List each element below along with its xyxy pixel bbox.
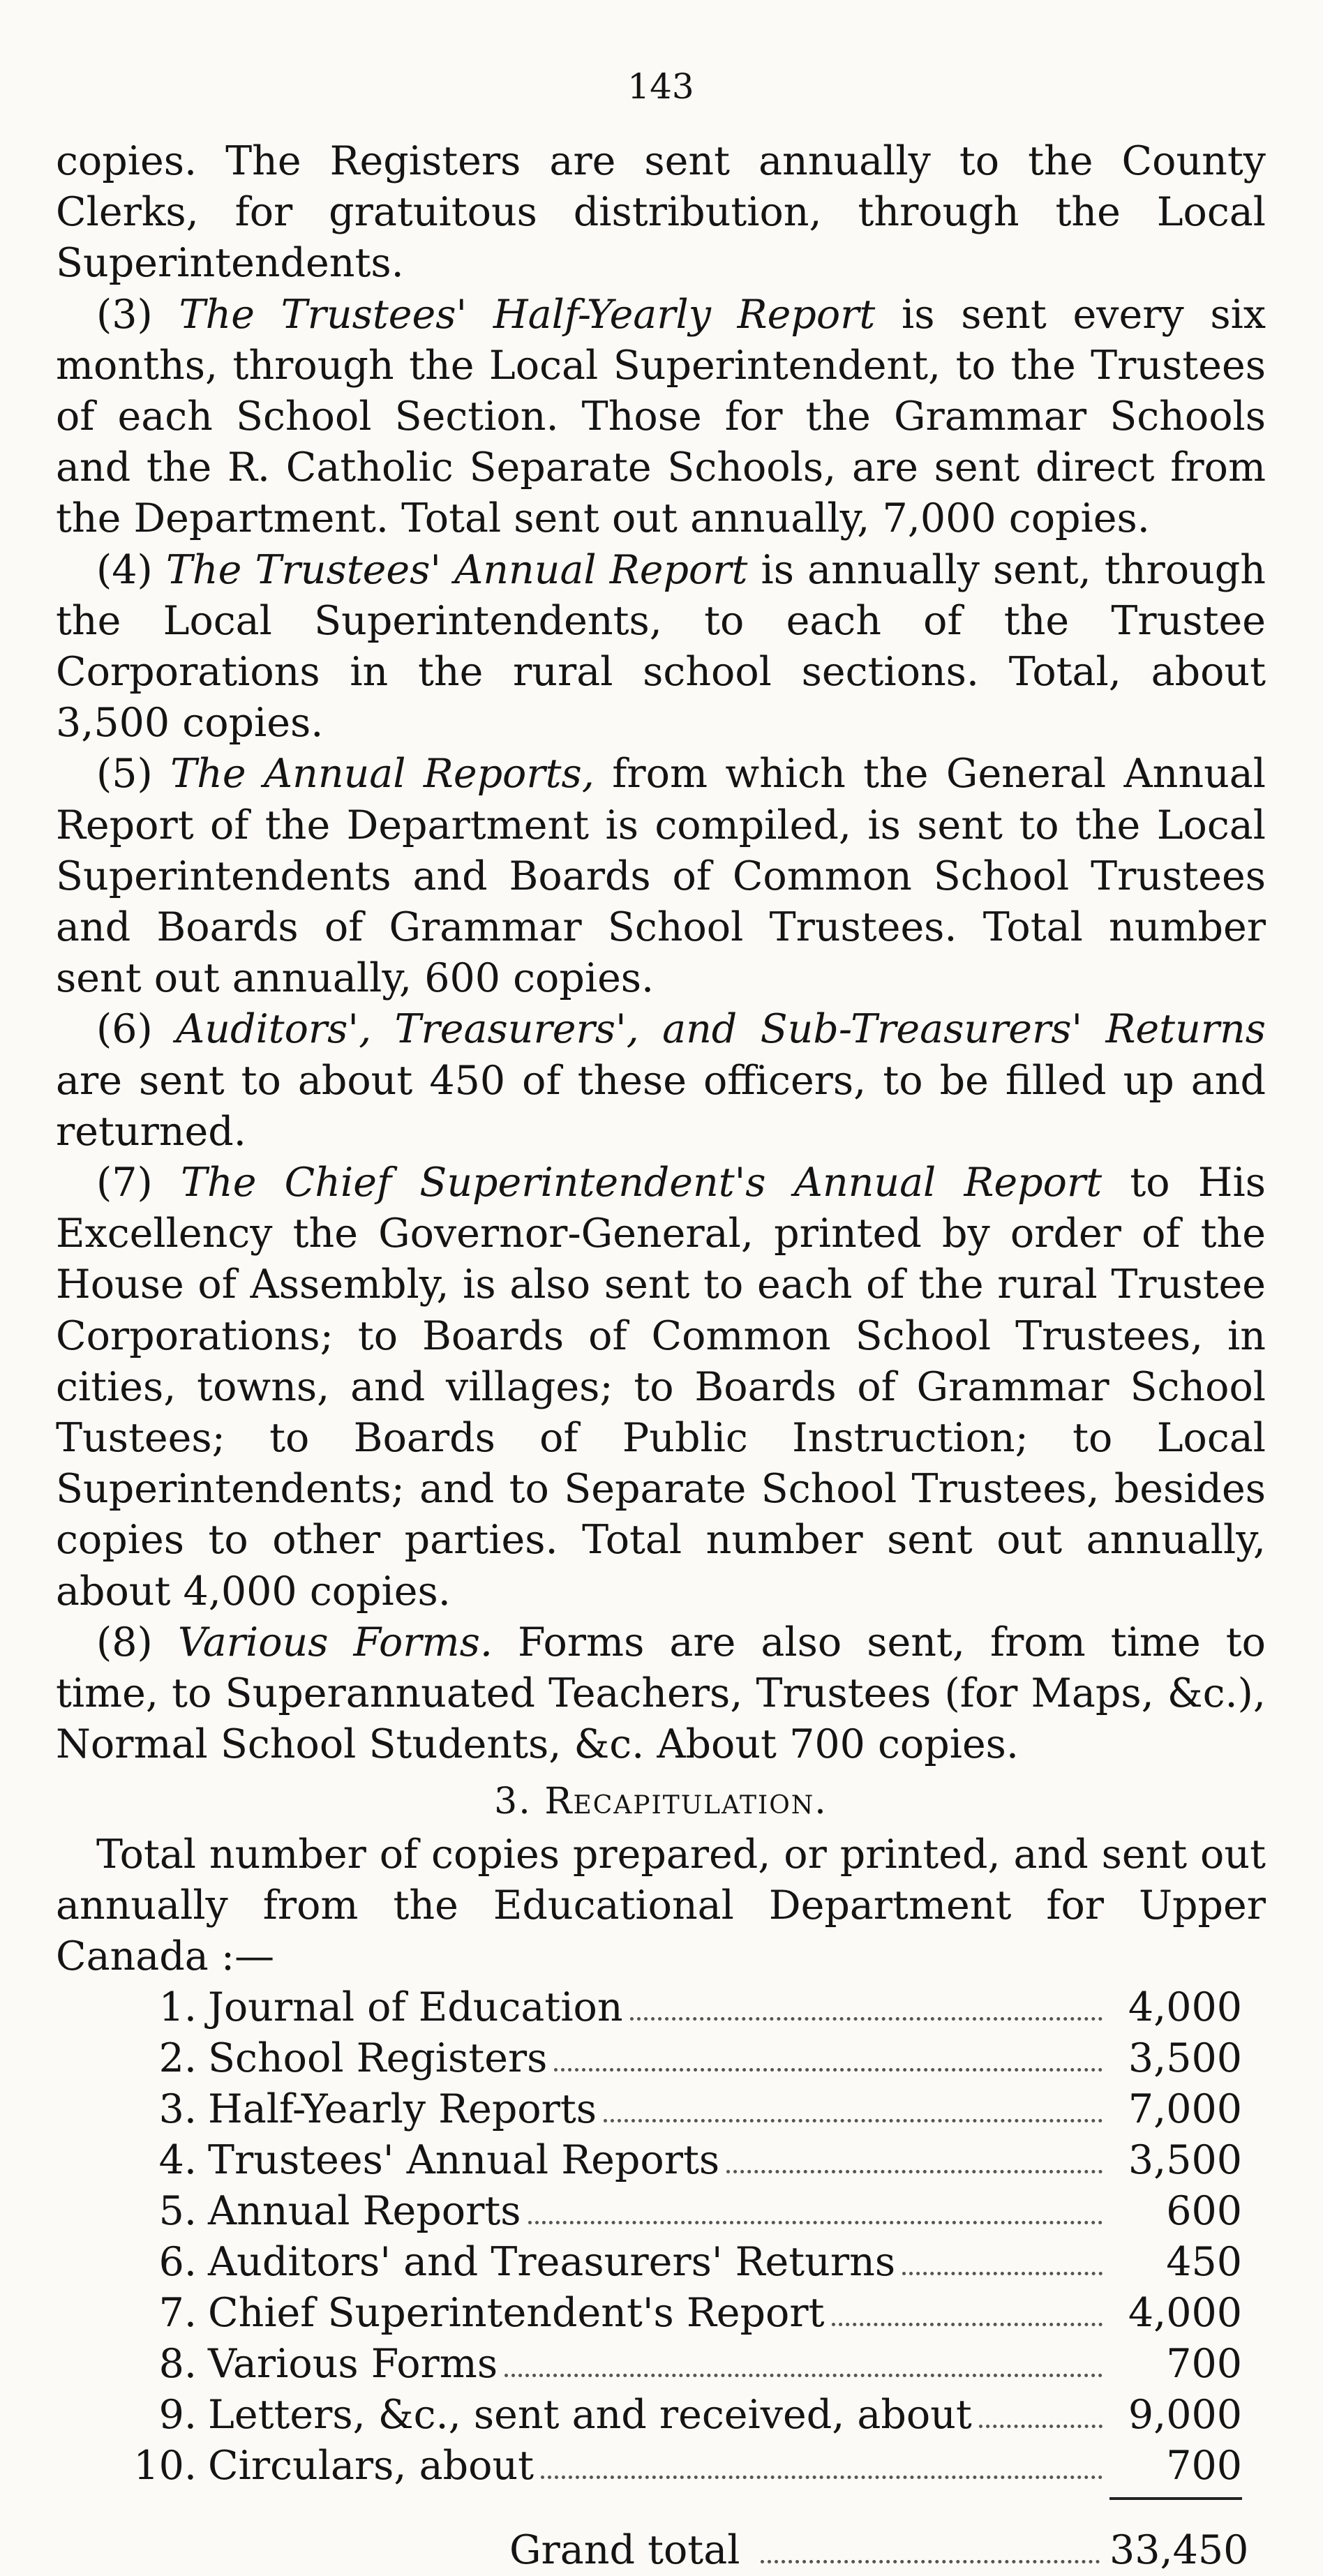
row-number: 2. bbox=[158, 2035, 197, 2081]
row-value: 700 bbox=[1166, 2340, 1242, 2387]
row-number: 9. bbox=[158, 2391, 197, 2438]
item-number: (6) bbox=[96, 1006, 153, 1053]
dot-leader bbox=[554, 2068, 1102, 2072]
item-text: are sent to about 450 of these officers, to be filled up and returned. bbox=[56, 1057, 1266, 1155]
row-number: 3. bbox=[158, 2085, 197, 2132]
row-label: Various Forms bbox=[208, 2340, 498, 2387]
row-value: 600 bbox=[1166, 2187, 1242, 2234]
paragraph-registers: copies. The Registers are sent annually to the County Clerks, for gratuitous distribution, through the Local Superintendents. bbox=[56, 138, 1266, 287]
dot-leader bbox=[541, 2476, 1102, 2479]
row-number: 5. bbox=[158, 2187, 197, 2234]
table-row bbox=[119, 2339, 1242, 2390]
paragraph-item-4 bbox=[56, 545, 1266, 749]
row-value: 700 bbox=[1166, 2442, 1242, 2489]
row-number: 10. bbox=[133, 2442, 197, 2489]
item-text: to His Excellency the Governor-General, printed by order of the House of Assembly, is also sent to each of the rural Trustee Corporations; to Boards of Common School Trustees, in cities, towns, and villages; to Boards of Grammar School Tustees; to Boards of Public Instruction; to Local Superintendents; and to Separate School Trustees, besides copies to other parties. Total number sent out annually, about 4,000 copies. bbox=[56, 1160, 1266, 1615]
dot-leader bbox=[979, 2425, 1102, 2428]
dot-leader bbox=[832, 2323, 1103, 2326]
item-number: (5) bbox=[96, 751, 153, 797]
row-label: School Registers bbox=[208, 2035, 548, 2081]
paragraph-item-5 bbox=[56, 749, 1266, 1004]
dot-leader bbox=[902, 2272, 1102, 2275]
item-number: (4) bbox=[96, 546, 153, 593]
item-title: The Chief Superintendent's Annual Report bbox=[180, 1160, 1102, 1206]
section-title: Recapitulation. bbox=[544, 1780, 828, 1822]
item-text: from which the General Annual Report of the Department is compiled, is sent to the Local Superintendents and Boards of Common School Trustees and Boards of Grammar School Trustees. Total number sent out annually, 600 copies. bbox=[56, 751, 1266, 1002]
paragraph-item-7 bbox=[56, 1158, 1266, 1617]
table-row bbox=[119, 2084, 1242, 2135]
row-label: Journal of Education bbox=[208, 1984, 623, 2030]
table-row bbox=[119, 2135, 1242, 2186]
grand-total-value: 33,450 bbox=[1109, 2526, 1249, 2573]
paragraph-item-6 bbox=[56, 1004, 1266, 1158]
row-number: 4. bbox=[158, 2136, 197, 2183]
item-number: (8) bbox=[96, 1619, 153, 1665]
section-number: 3. bbox=[494, 1780, 532, 1822]
table-row bbox=[119, 2288, 1242, 2339]
row-value: 4,000 bbox=[1128, 2289, 1242, 2336]
row-number: 7. bbox=[158, 2289, 197, 2336]
item-text: Forms are also sent, from time to time, to Superannuated Teachers, Trustees (for Maps, &c.), Normal School Students, &c. About 700 copies. bbox=[56, 1619, 1266, 1768]
row-label: Auditors' and Treasurers' Returns bbox=[208, 2238, 896, 2285]
row-label: Circulars, about bbox=[208, 2442, 535, 2489]
item-text: is annually sent, through the Local Superintendents, to each of the Trustee Corporations in the rural school sections. Total, about 3,500 copies. bbox=[56, 546, 1266, 747]
row-value: 7,000 bbox=[1128, 2085, 1242, 2132]
row-label: Letters, &c., sent and received, about bbox=[208, 2391, 972, 2438]
recap-table bbox=[119, 1982, 1242, 2500]
row-label: Half-Yearly Reports bbox=[208, 2085, 597, 2132]
page-number: 143 bbox=[627, 66, 694, 107]
item-number: (3) bbox=[96, 291, 153, 338]
body-text bbox=[56, 136, 1266, 1771]
table-row bbox=[119, 2237, 1242, 2288]
row-number: 1. bbox=[158, 1984, 197, 2030]
dot-leader bbox=[726, 2170, 1102, 2173]
item-title: The Trustees' Half-Yearly Report bbox=[179, 291, 876, 338]
row-value: 9,000 bbox=[1128, 2391, 1242, 2438]
table-row bbox=[119, 2033, 1242, 2084]
total-rule bbox=[1109, 2497, 1242, 2500]
row-number: 8. bbox=[158, 2340, 197, 2387]
item-title: The Annual Reports, bbox=[170, 751, 595, 797]
dot-leader bbox=[630, 2017, 1102, 2021]
row-label: Annual Reports bbox=[208, 2187, 521, 2234]
item-title: The Trustees' Annual Report bbox=[165, 546, 748, 593]
grand-total-label: Grand total bbox=[509, 2526, 740, 2573]
grand-total-row bbox=[509, 2525, 1249, 2576]
table-row bbox=[119, 1982, 1242, 2033]
row-number: 6. bbox=[158, 2238, 197, 2285]
dot-leader bbox=[528, 2221, 1103, 2224]
table-row bbox=[119, 2441, 1242, 2492]
item-title: Auditors', Treasurers', and Sub-Treasurers' Returns bbox=[176, 1006, 1266, 1053]
row-label: Trustees' Annual Reports bbox=[208, 2136, 720, 2183]
row-label: Chief Superintendent's Report bbox=[208, 2289, 825, 2336]
row-value: 450 bbox=[1166, 2238, 1242, 2285]
dot-leader bbox=[761, 2560, 1100, 2563]
item-number: (7) bbox=[96, 1160, 153, 1206]
table-row bbox=[119, 2390, 1242, 2441]
paragraph-item-3 bbox=[56, 290, 1266, 545]
dot-leader bbox=[604, 2119, 1102, 2122]
recap-intro: Total number of copies prepared, or printed, and sent out annually from the Educational Department for Upper Canada :— bbox=[56, 1831, 1266, 1979]
item-text: is sent every six months, through the Local Superintendent, to the Trustees of each School Section. Those for the Grammar Schools and the R. Catholic Separate Schools, are sent direct from the Department. Total sent out annually, 7,000 copies. bbox=[56, 291, 1266, 542]
item-title: Various Forms. bbox=[177, 1619, 493, 1665]
row-value: 3,500 bbox=[1128, 2136, 1242, 2183]
dot-leader bbox=[504, 2374, 1102, 2377]
paragraph-item-8 bbox=[56, 1617, 1266, 1771]
section-heading bbox=[56, 1781, 1266, 1822]
row-value: 3,500 bbox=[1128, 2035, 1242, 2081]
row-value: 4,000 bbox=[1128, 1984, 1242, 2030]
table-row bbox=[119, 2186, 1242, 2237]
